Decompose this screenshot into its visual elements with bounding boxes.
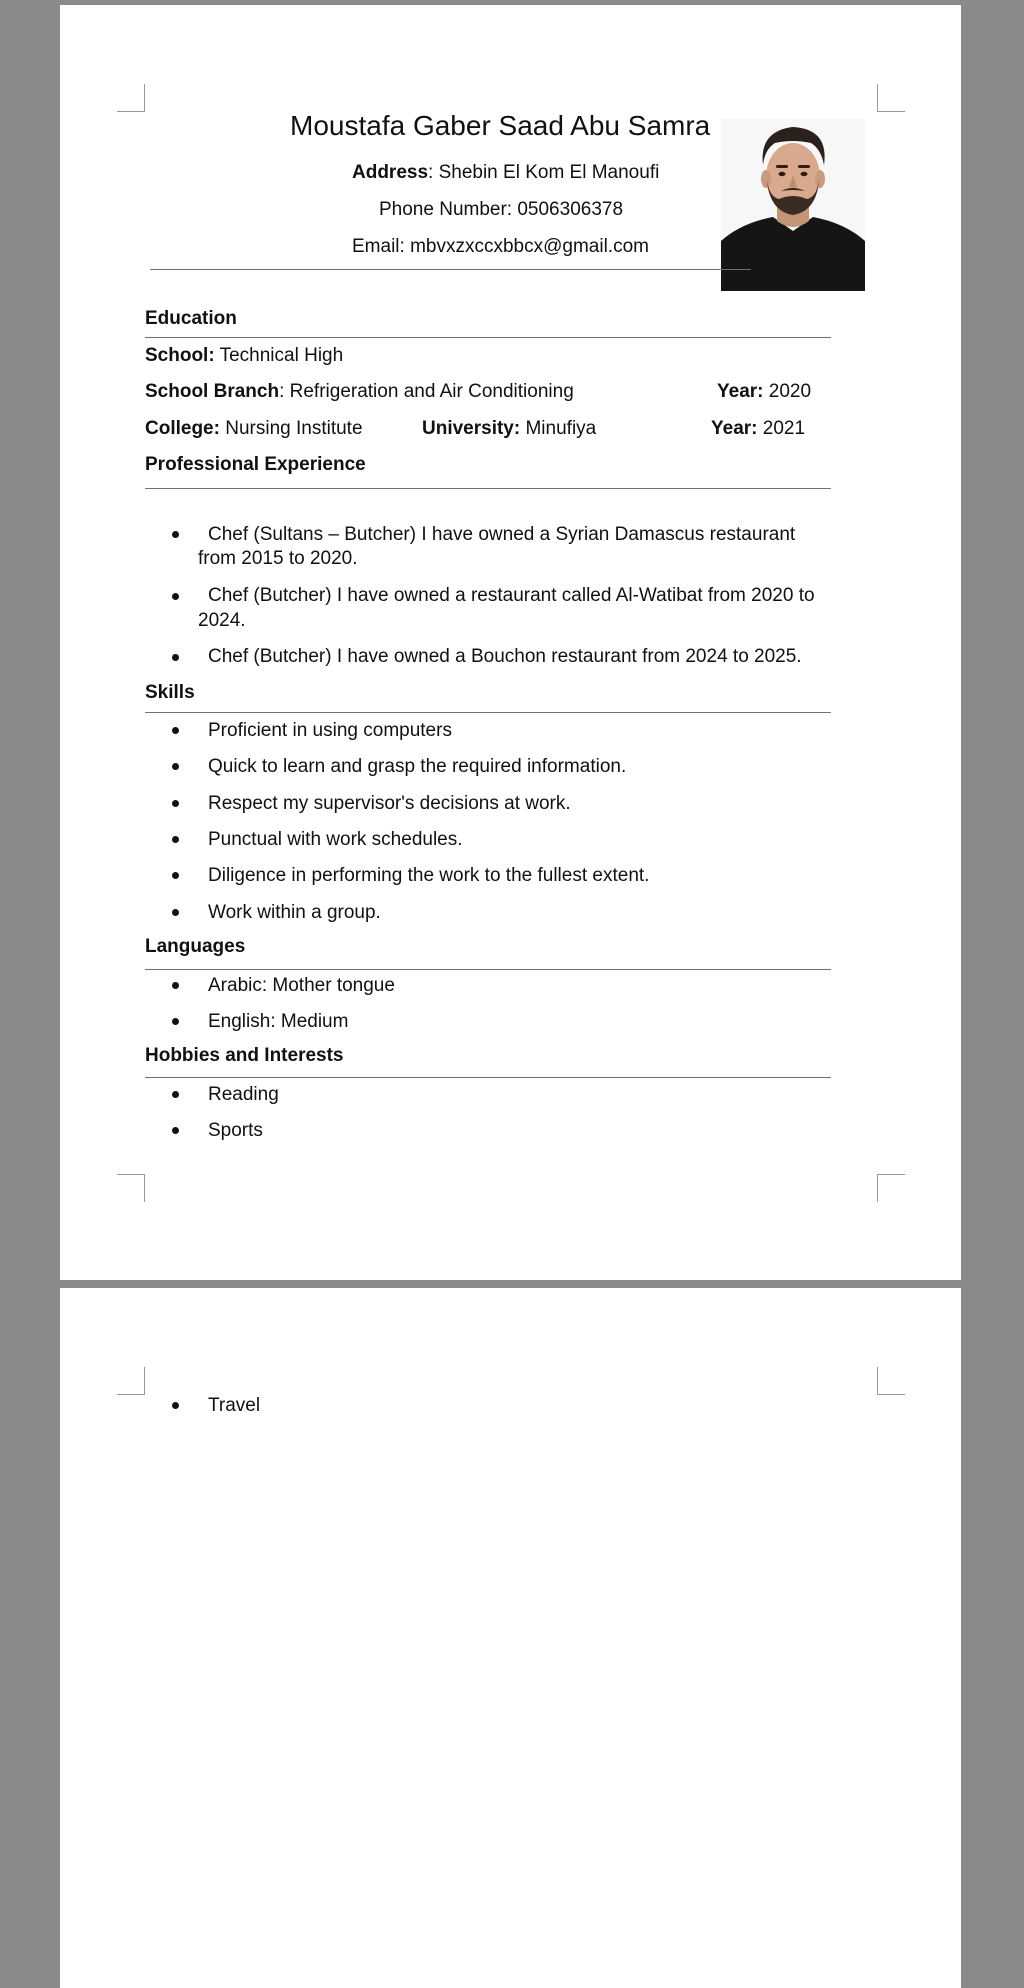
candidate-name: Moustafa Gaber Saad Abu Samra (290, 110, 711, 141)
email-line: Email: mbvxzxccxbbcx@gmail.com (352, 236, 649, 257)
corner-mark-top-right (877, 1367, 905, 1395)
address-line (352, 162, 659, 184)
person-portrait-icon (721, 119, 865, 291)
bullet-icon (172, 1091, 179, 1098)
bullet-icon (172, 763, 179, 770)
college-year-value: 2021 (757, 418, 806, 439)
experience-item-line: Chef (Butcher) I have owned a restaurant called Al-Watibat from 2020 to (208, 585, 815, 606)
skill-item: Diligence in performing the work to the fullest extent. (208, 865, 650, 886)
experience-item-line: 2024. (198, 610, 246, 631)
profile-photo (721, 119, 865, 291)
hobbies-divider (145, 1077, 831, 1078)
bullet-icon (172, 531, 179, 538)
experience-item (208, 644, 802, 669)
bullet-icon (172, 982, 179, 989)
experience-item-cont (198, 546, 358, 571)
branch-year-label: Year: (717, 381, 764, 402)
branch-year-value: 2020 (763, 381, 812, 402)
experience-divider (145, 488, 831, 489)
school-value: Technical High (214, 345, 344, 366)
college-row (145, 418, 363, 440)
corner-mark-bottom-left (117, 1174, 145, 1202)
corner-mark-top-left (117, 84, 145, 112)
education-divider (145, 337, 831, 338)
bullet-icon (172, 593, 179, 600)
skill-item: Work within a group. (208, 902, 381, 923)
college-value: Nursing Institute (219, 418, 363, 439)
document-page-2 (60, 1288, 961, 1988)
hobby-item: Sports (208, 1120, 263, 1141)
branch-label: School Branch (145, 381, 280, 402)
experience-heading: Professional Experience (145, 454, 366, 475)
skill-item: Quick to learn and grasp the required information. (208, 756, 627, 777)
experience-item (208, 583, 815, 608)
experience-item-cont (198, 608, 246, 633)
bullet-icon (172, 1018, 179, 1025)
skills-heading: Skills (145, 682, 195, 703)
document-page-1 (60, 5, 961, 1280)
bullet-icon (172, 872, 179, 879)
corner-mark-top-right (877, 84, 905, 112)
bullet-icon (172, 909, 179, 916)
school-row (145, 345, 343, 367)
bullet-icon (172, 1402, 179, 1409)
header-divider (150, 269, 751, 270)
university-row (422, 418, 596, 440)
university-value: Minufiya (520, 418, 597, 439)
skill-item: Proficient in using computers (208, 720, 452, 741)
languages-heading: Languages (145, 936, 246, 957)
college-label: College: (145, 418, 220, 439)
skill-item: Punctual with work schedules. (208, 829, 463, 850)
corner-mark-bottom-right (877, 1174, 905, 1202)
language-item: English: Medium (208, 1011, 349, 1032)
bullet-icon (172, 836, 179, 843)
experience-item-line: Chef (Butcher) I have owned a Bouchon restaurant from 2024 to 2025. (208, 646, 802, 667)
phone-line: Phone Number: 0506306378 (379, 199, 624, 220)
bullet-icon (172, 800, 179, 807)
university-label: University: (422, 418, 521, 439)
bullet-icon (172, 727, 179, 734)
corner-mark-top-left (117, 1367, 145, 1395)
experience-item (208, 522, 795, 547)
skill-item: Respect my supervisor's decisions at work. (208, 793, 571, 814)
branch-year (717, 381, 811, 403)
branch-value: : Refrigeration and Air Conditioning (279, 381, 574, 402)
address-value: : Shebin El Kom El Manoufi (428, 162, 660, 183)
hobbies-heading: Hobbies and Interests (145, 1045, 344, 1066)
languages-divider (145, 969, 831, 970)
hobby-item: Travel (208, 1395, 261, 1416)
skills-divider (145, 712, 831, 713)
hobby-item: Reading (208, 1084, 279, 1105)
experience-item-line: Chef (Sultans – Butcher) I have owned a Syrian Damascus restaurant (208, 524, 796, 545)
experience-item-line: from 2015 to 2020. (198, 548, 358, 569)
college-year (711, 418, 805, 440)
address-label: Address (352, 162, 429, 183)
college-year-label: Year: (711, 418, 758, 439)
education-heading: Education (145, 308, 237, 329)
school-label: School: (145, 345, 215, 366)
language-item: Arabic: Mother tongue (208, 975, 395, 996)
bullet-icon (172, 1127, 179, 1134)
bullet-icon (172, 654, 179, 661)
branch-row (145, 381, 574, 403)
